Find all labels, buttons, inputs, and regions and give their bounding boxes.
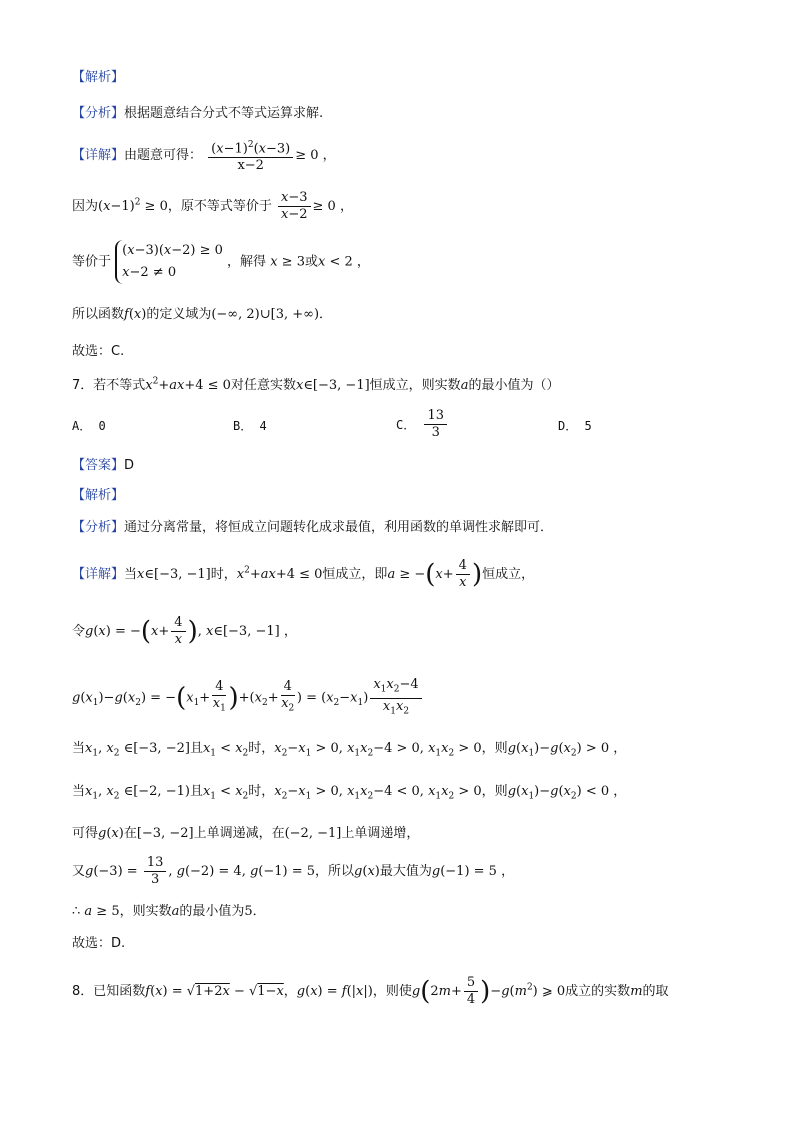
answer-label: 【答案】 (72, 458, 125, 473)
detail-label: 【详解】 (72, 567, 125, 582)
detail-text: 的定义域为 (146, 307, 212, 322)
analysis-line (72, 102, 323, 121)
analysis-text: 通过分离常量，将恒成立问题转化成求最值，利用函数的单调性求解即可． (124, 520, 554, 535)
section-label-analysis: 【解析】 (72, 488, 125, 503)
detail-line-3: 等价于 (x−3)(x−2) ≥ 0 x−2 ≠ 0 ，解得 x ≥ 3或x < 2 ， (72, 240, 370, 284)
detail-text: 或 (304, 254, 318, 270)
option-c: C． $\frac{13}{3}$ (396, 408, 449, 441)
analysis-label: 【分析】 (72, 106, 125, 121)
detail-text: 因为 (72, 199, 99, 214)
section-label-analysis: 【解析】 (72, 70, 125, 85)
detail-line-4: 当$x_1$, $x_2$ ∈[−3, −2]且$x_1 < x_2$时，$x_2-x_1 > 0$, $x_1x_2-4 > 0$, $x_1x_2 > 0$，则$g(x_1)-g(x_2) > 0$ ， (72, 741, 627, 759)
analysis-line (72, 516, 553, 535)
detail-text: ，原不等式等价于 (167, 199, 272, 214)
detail-line-7: 又g(−3) = $\frac{13}{3}$ , g(−2) = 4, g(−1) = 5，所以g(x)最大值为g(−1) = 5 ， (72, 855, 515, 887)
analysis-label: 【分析】 (72, 520, 125, 535)
fraction-expression: $\frac{x-3}{x-2}$ (278, 190, 311, 223)
detail-line-1: 【详解】由题意可得： $\frac{(x-1)^2(x-3)}{x-2}$ ≥ 0 ， (72, 137, 336, 174)
stem-text: 对任意实数 (230, 378, 296, 393)
option-a: A． 0 (72, 419, 106, 433)
answer-line (72, 454, 134, 473)
analysis-text: 根据题意结合分式不等式运算求解. (124, 106, 324, 121)
inequality-system: (x−3)(x−2) ≥ 0 x−2 ≠ 0 (115, 240, 223, 284)
detail-line-2: 令g(x) = −(x+ $\frac{4}{x}$ ), x∈[−3, −1] ， (72, 615, 297, 647)
fraction-expression: $\frac{(x-1)^2(x-3)}{x-2}$ (208, 137, 293, 174)
detail-line-8: ∴ a ≥ 5，则实数a的最小值为5． (72, 904, 266, 919)
stem-text: 7．若不等式 (72, 378, 146, 393)
detail-line-6: 可得g(x)在[−3, −2]上单调递减，在(−2, −1]上单调递增， (72, 826, 420, 841)
detail-line-2: 因为$(x-1)^2 \ge 0$，原不等式等价于 $\frac{x-3}{x-2}$ ≥ 0 ， (72, 190, 353, 222)
stem-text: 的最小值为（） (468, 378, 560, 393)
detail-text: ，解得 (227, 254, 267, 270)
detail-line-5: 当$x_1$, $x_2$ ∈[−2, −1)且$x_1 < x_2$时，$x_2-x_1 > 0$, $x_1x_2-4 < 0$, $x_1x_2 > 0$，则$g(x_1)-g(x_2) < 0$ ， (72, 784, 627, 802)
option-b: B． 4 (233, 419, 267, 433)
stem-text: 恒成立，则实数 (369, 378, 461, 393)
question-stem: 8．已知函数f(x) = √1+2x − √1−x，g(x) = f(|x|)，则使g(2m+ $\frac{5}{4}$ )$-g(m^2)$ ⩾ 0成立的实数m的取 (72, 975, 669, 1007)
detail-line-3: $g(x_1)-g(x_2) = -(x_1+$ $\frac{4}{x_1}$ )$+(x_2+$ $\frac{4}{x_2}$ ) = $(x_2-x_1)$ $\frac{x_1x_2-4}{x_1x_2}$ (72, 677, 424, 719)
detail-label: 【详解】 (72, 148, 125, 164)
choose-line: 故选：C. (72, 344, 125, 359)
option-d: D． 5 (558, 419, 592, 433)
answer-value: D (124, 458, 135, 473)
question-stem: 7．若不等式$x^2+ax+4 \le 0$对任意实数x∈[−3, −1]恒成立，则实数a的最小值为（） (72, 376, 560, 393)
detail-line-4: 所以函数f(x)的定义域为(−∞, 2)∪[3, +∞)． (72, 307, 333, 322)
detail-text: 由题意可得： (124, 148, 203, 164)
detail-text: 等价于 (72, 254, 112, 270)
detail-line-1: 【详解】当x∈[−3, −1]时，$x^2+ax+4 \le 0$恒成立，即a ≥ −(x+ $\frac{4}{x}$ )恒成立， (72, 558, 535, 590)
detail-text: 所以函数 (72, 307, 125, 322)
choose-line: 故选：D. (72, 936, 126, 951)
